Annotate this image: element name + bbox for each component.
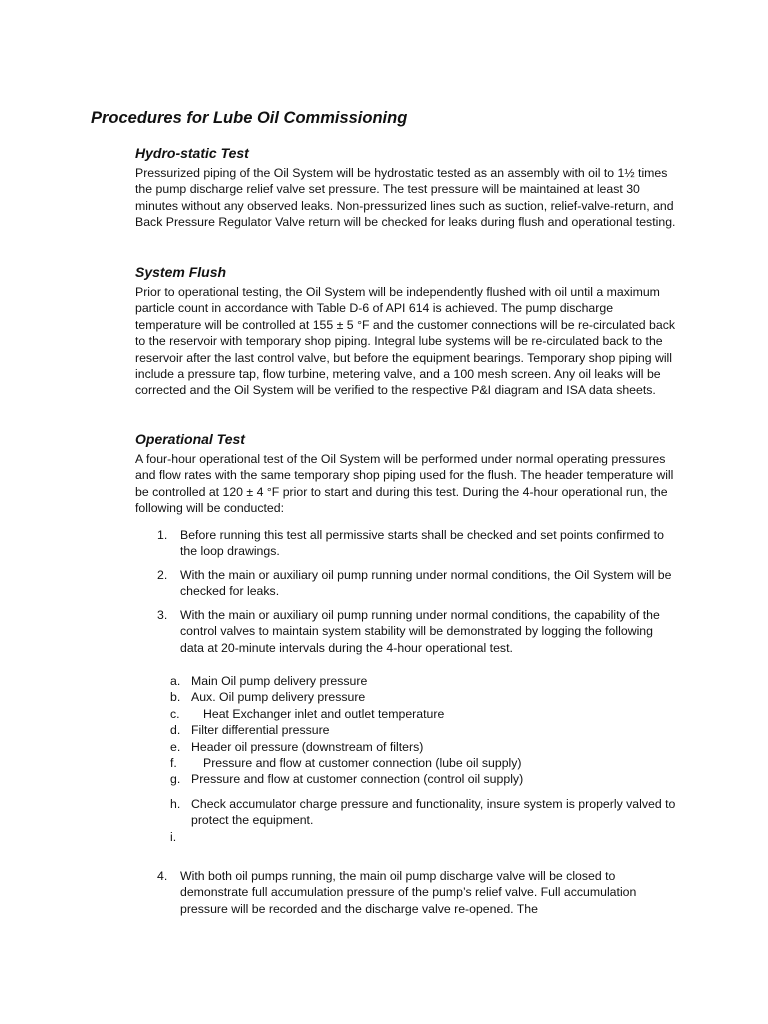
section-heading: System Flush [135, 264, 227, 280]
section-body: Prior to operational testing, the Oil System will be independently flushed with oil until a maximum particle count in accordance with Table D-6 of API 614 is achieved. The pump discharge temperature will be controlled at 155 ± 5 °F and the customer connections will be re-circulated back to the reservoir with temporary shop piping. Integral lube systems will be re-circulated back to the reservoir after the last control valve, but before the equipment bearings. Temporary shop piping will include a pressure tap, flow turbine, metering valve, and a 100 mesh screen. Any oil leaks will be corrected and the Oil System will be verified to the respective P&I diagram and ISA data sheets. [135, 285, 676, 398]
section-hydrostatic-test [135, 145, 680, 231]
step-number: 1. [157, 528, 168, 542]
step-text: With the main or auxiliary oil pump running under normal conditions, the capability of the control valves to maintain system stability will be demonstrated by logging the following data at 20-minute intervals during the 4-hour operational test. [180, 608, 660, 655]
list-item [135, 689, 680, 705]
list-item [135, 673, 680, 689]
step-number: 3. [157, 608, 168, 622]
sub-item-text: Main Oil pump delivery pressure [191, 674, 368, 688]
section-operational-test [135, 431, 680, 517]
section-heading: Operational Test [135, 431, 245, 447]
operational-steps [135, 868, 680, 917]
sub-item-letter: e. [170, 739, 181, 754]
list-item [135, 607, 680, 656]
section-body: Pressurized piping of the Oil System will be hydrostatic tested as an assembly with oil to 1½ times the pump discharge relief valve set pressure. The test pressure will be maintained at least 30 minutes without any observed leaks. Non-pressurized lines such as suction, relief-valve-return, and Back Pressure Regulator Valve return will be checked for leaks during flush and operational testing. [135, 166, 676, 230]
list-item [135, 706, 680, 722]
sub-item-text: Check accumulator charge pressure and functionality, insure system is properly valved to protect the equipment. [191, 797, 676, 828]
section-system-flush [135, 264, 680, 399]
sub-item-letter: h. [170, 797, 181, 811]
sub-item-list [135, 796, 680, 844]
step-number: 2. [157, 568, 168, 582]
step-text: Before running this test all permissive starts shall be checked and set points confirmed to the loop drawings. [180, 528, 664, 559]
sub-item-letter: a. [170, 674, 181, 688]
sub-item-text: Header oil pressure (downstream of filters) [191, 739, 424, 754]
list-item [135, 722, 680, 738]
list-item [135, 771, 680, 787]
sub-item-list [135, 673, 680, 788]
sub-item-letter: g. [170, 772, 181, 787]
list-item [135, 755, 680, 771]
step-text: With both oil pumps running, the main oil pump discharge valve will be closed to demonstrate full accumulation pressure of the pump’s relief valve. Full accumulation pressure will be recorded and the discharge valve re-opened. The [180, 869, 637, 916]
operational-steps [135, 567, 680, 600]
sub-item-letter: i. [170, 829, 177, 844]
section-heading: Hydro-static Test [135, 145, 249, 161]
operational-steps [135, 527, 680, 560]
list-item [135, 796, 680, 829]
sub-item-text: Aux. Oil pump delivery pressure [191, 690, 366, 705]
sub-item-text: Heat Exchanger inlet and outlet temperature [203, 706, 445, 721]
list-item [135, 527, 680, 560]
sub-item-text: Pressure and flow at customer connection (lube oil supply) [203, 756, 522, 771]
page-title: Procedures for Lube Oil Commissioning [91, 109, 408, 127]
sub-item-letter: f. [170, 756, 177, 771]
sub-item-text: Pressure and flow at customer connection (control oil supply) [191, 772, 524, 787]
sub-item-letter: b. [170, 690, 181, 705]
step-text: With the main or auxiliary oil pump running under normal conditions, the Oil System will be checked for leaks. [180, 568, 672, 599]
operational-steps [135, 607, 680, 656]
sub-item-letter: d. [170, 723, 181, 738]
list-item [135, 868, 680, 917]
sub-item-text: Filter differential pressure [191, 723, 330, 738]
list-item [135, 567, 680, 600]
list-item [135, 739, 680, 755]
step-number: 4. [157, 869, 168, 883]
section-body: A four-hour operational test of the Oil System will be performed under normal operating pressures and flow rates with the same temporary shop piping used for the flush. The header temperature will be controlled at 120 ± 4 °F prior to start and during this test. During the 4-hour operational run, the following will be conducted: [135, 452, 674, 516]
sub-item-letter: c. [170, 706, 180, 721]
